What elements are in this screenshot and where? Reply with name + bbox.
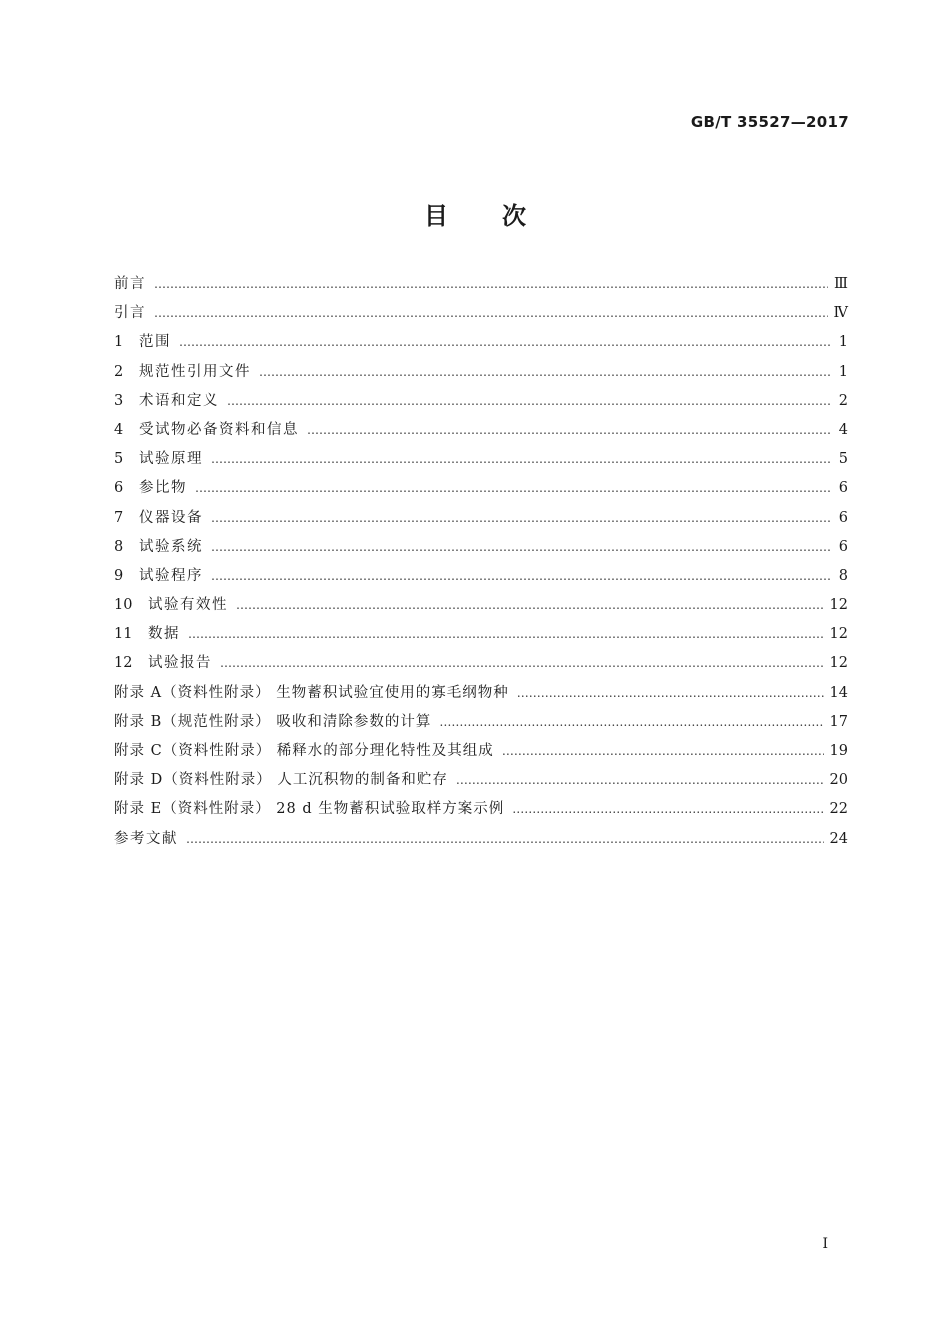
toc-entry-label: 试验有效性 (148, 597, 228, 614)
toc-entry-label: 试验原理 (139, 451, 203, 468)
toc-entry-page: 12 (829, 626, 848, 643)
toc-entry-references[interactable] (114, 827, 848, 856)
toc-entry-page: 24 (829, 830, 848, 847)
toc-entry-page: 1 (838, 334, 848, 351)
toc-entry-page: 20 (829, 772, 848, 789)
standard-code: GB/T 35527—2017 (690, 113, 849, 131)
toc-dot-leader (439, 715, 823, 729)
toc-dot-leader (220, 656, 824, 670)
toc-entry-5[interactable] (114, 447, 848, 476)
toc-entry-number: 12 (114, 655, 133, 672)
toc-entry-appendix-c[interactable] (114, 739, 848, 768)
toc-entry-label: 附录 E（资料性附录） 28 d 生物蓄积试验取样方案示例 (114, 801, 505, 818)
toc-entry-label: 参考文献 (114, 830, 178, 847)
toc-entry-page: 1 (838, 363, 848, 380)
toc-entry-label: 试验程序 (139, 567, 203, 584)
toc-entry-1[interactable] (114, 330, 848, 359)
toc-entry-number: 2 (114, 363, 124, 380)
toc-entry-7[interactable] (114, 506, 848, 535)
toc-dot-leader (195, 481, 832, 495)
toc-entry-8[interactable] (114, 535, 848, 564)
toc-entry-page: Ⅳ (833, 305, 848, 322)
toc-entry-page: Ⅲ (834, 276, 848, 292)
toc-dot-leader (211, 452, 832, 466)
toc-entry-label: 数据 (148, 626, 180, 643)
toc-entry-foreword[interactable] (114, 272, 848, 301)
toc-entry-label: 附录 C（资料性附录） 稀释水的部分理化特性及其组成 (114, 743, 494, 759)
toc-entry-label: 规范性引用文件 (139, 363, 251, 380)
toc-dot-leader (211, 540, 832, 554)
toc-entry-label: 试验系统 (139, 538, 203, 555)
toc-entry-label: 引言 (114, 305, 146, 322)
toc-dot-leader (211, 511, 832, 525)
toc-entry-number: 7 (114, 509, 124, 526)
toc-dot-leader (179, 335, 832, 349)
toc-dot-leader (517, 686, 824, 700)
toc-entry-page: 2 (838, 392, 848, 409)
toc-entry-label: 附录 A（资料性附录） 生物蓄积试验宜使用的寡毛纲物种 (114, 684, 509, 701)
toc-entry-appendix-b[interactable] (114, 710, 848, 739)
toc-entry-6[interactable] (114, 476, 848, 505)
toc-entry-label: 范围 (139, 334, 171, 351)
toc-dot-leader (188, 627, 824, 641)
toc-entry-page: 6 (838, 538, 848, 555)
toc-entry-number: 1 (114, 334, 124, 351)
toc-entry-label: 前言 (114, 276, 146, 292)
toc-dot-leader (211, 569, 832, 583)
toc-entry-page: 4 (838, 421, 848, 438)
toc-entry-11[interactable] (114, 622, 848, 651)
toc-entry-number: 6 (114, 480, 124, 497)
toc-entry-page: 6 (838, 509, 848, 526)
toc-dot-leader (236, 598, 824, 612)
toc-entry-3[interactable] (114, 389, 848, 418)
toc-dot-leader (186, 832, 824, 846)
toc-entry-label: 术语和定义 (139, 392, 219, 409)
table-of-contents (114, 272, 848, 856)
toc-entry-appendix-a[interactable] (114, 681, 848, 710)
toc-entry-label: 附录 D（资料性附录） 人工沉积物的制备和贮存 (114, 772, 448, 789)
toc-entry-4[interactable] (114, 418, 848, 447)
toc-entry-number: 4 (114, 421, 124, 438)
toc-entry-number: 8 (114, 538, 124, 555)
toc-dot-leader (512, 802, 823, 816)
toc-entry-number: 10 (114, 597, 133, 614)
toc-dot-leader (456, 773, 824, 787)
toc-entry-10[interactable] (114, 593, 848, 622)
toc-entry-label: 参比物 (139, 480, 187, 497)
toc-entry-appendix-d[interactable] (114, 768, 848, 797)
toc-entry-number: 3 (114, 392, 124, 409)
toc-entry-12[interactable] (114, 651, 848, 680)
toc-entry-appendix-e[interactable] (114, 797, 848, 826)
toc-dot-leader (259, 365, 832, 379)
toc-entry-introduction[interactable] (114, 301, 848, 330)
toc-entry-label: 仪器设备 (139, 509, 203, 526)
toc-dot-leader (154, 277, 828, 291)
toc-entry-page: 6 (838, 480, 848, 497)
toc-entry-2[interactable] (114, 360, 848, 389)
toc-entry-page: 22 (829, 801, 848, 818)
page-title: 目次 (424, 202, 580, 230)
toc-entry-label: 试验报告 (148, 655, 212, 672)
toc-dot-leader (307, 423, 832, 437)
toc-entry-label: 受试物必备资料和信息 (139, 421, 299, 438)
toc-entry-page: 5 (838, 451, 848, 468)
toc-entry-page: 17 (829, 713, 848, 730)
toc-dot-leader (154, 306, 828, 320)
toc-entry-page: 12 (829, 597, 848, 614)
toc-entry-9[interactable] (114, 564, 848, 593)
toc-entry-page: 19 (829, 743, 848, 759)
toc-entry-page: 8 (838, 567, 848, 584)
toc-entry-page: 12 (829, 655, 848, 672)
toc-dot-leader (227, 394, 832, 408)
toc-entry-number: 11 (114, 626, 133, 643)
toc-entry-number: 5 (114, 451, 124, 468)
toc-dot-leader (502, 744, 824, 758)
toc-entry-label: 附录 B（规范性附录） 吸收和清除参数的计算 (114, 713, 432, 730)
toc-entry-page: 14 (829, 684, 848, 701)
page-number: I (822, 1236, 828, 1252)
toc-entry-number: 9 (114, 567, 124, 584)
